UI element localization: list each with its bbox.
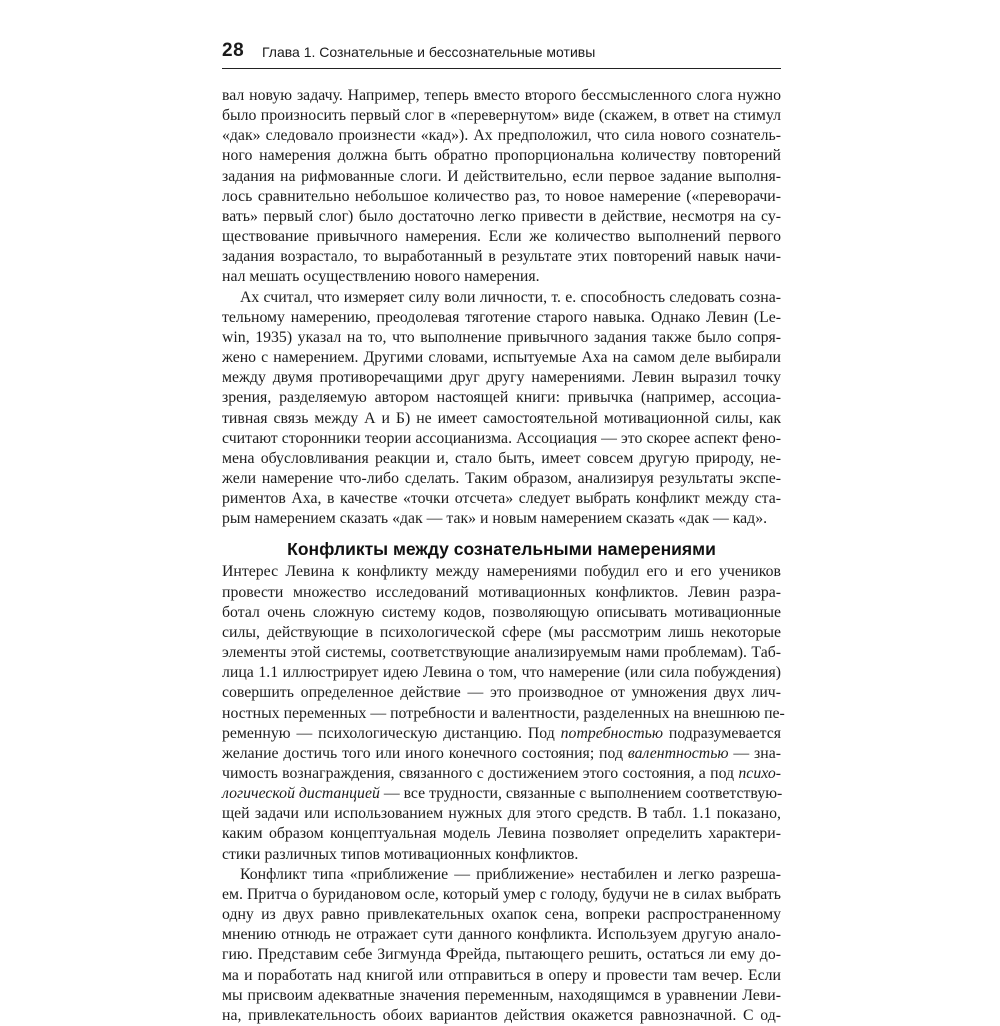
text-fragment: желание достичь того или иного конечного состояния; под (222, 744, 628, 762)
text-fragment: — все трудности, связанные с выполнением соответствую- (379, 785, 783, 803)
paragraph (222, 86, 781, 288)
paragraph (222, 288, 781, 530)
text-line: задания возрастало, то выработанный в результате этих повторений навык начи- (222, 248, 781, 266)
text-line (222, 764, 781, 784)
text-line: рым намерением сказать «дак — так» и новым намерением сказать «дак — кад». (222, 510, 768, 528)
text-line: «дак» следовало произнести «кад»). Ах предположил, что сила нового сознатель- (222, 127, 781, 145)
text-line: риментов Аха, в качестве «точки отсчета» следует выбрать конфликт между ста- (222, 490, 781, 508)
text-line: зрения, разделяемую автором настоящей книги: привычка (например, ассоциа- (222, 389, 781, 407)
body-text (222, 86, 785, 1026)
text-line: ма и поработать над книгой или отправиться в оперу и провести там вечер. Если (222, 966, 781, 984)
italic-term: логической дистанцией (222, 785, 380, 803)
text-line: на, привлекательность обоих вариантов действия окажется равнозначной. С од- (222, 1006, 781, 1024)
text-line: совершить определенное действие — это производное от умножения двух лич- (222, 684, 781, 702)
text-line: задания на рифмованные слоги. И действительно, если первое задание выполня- (222, 167, 781, 185)
text-fragment: — зна- (728, 744, 781, 762)
page-number: 28 (222, 40, 245, 61)
italic-term: психо- (738, 765, 781, 782)
text-line: жено с намерением. Другими словами, испытуемые Аха на самом деле выбирали (222, 349, 781, 367)
text-line: тельному намерению, преодолевая тяготение старого навыка. Однако Левин (Le- (222, 308, 781, 326)
text-line: мы присвоим адекватные значения переменным, находящимся в уравнении Леви- (222, 986, 781, 1004)
text-line: вал новую задачу. Например, теперь вместо второго бессмысленного слога нужно (222, 87, 781, 104)
text-line: провести множество исследований мотивационных конфликтов. Левин разра- (222, 583, 781, 601)
italic-term: потребностью (560, 724, 663, 742)
text-line: лось сравнительно небольшое количество раз, то новое намерение («переворачи- (222, 187, 781, 205)
text-line: тивная связь между А и Б) не имеет самостоятельной мотивационной силы, как (222, 409, 781, 427)
text-line: гию. Представим себе Зигмунда Фрейда, пытающего решить, остаться ли ему до- (222, 946, 781, 964)
text-fragment: чимость вознаграждения, связанного с достижением этого состояния, а под (222, 765, 739, 782)
italic-term: валентностью (627, 744, 729, 762)
text-line: лица 1.1 иллюстрирует идею Левина о том, что намерение (или сила побуждения) (222, 664, 781, 682)
text-line: ностных переменных — потребности и валентности, разделенных на внешнюю пе- (222, 704, 785, 722)
text-line (222, 744, 781, 764)
text-line: Конфликт типа «приближение — приближение» нестабилен и легко разреша- (240, 865, 781, 883)
text-fragment: подразумевается (663, 724, 782, 742)
text-line: силы, действующие в психологической сфере (мы рассмотрим лишь некоторые (222, 623, 781, 641)
text-line: одну из двух равно привлекательных охапок сена, вопреки распространенному (222, 906, 781, 924)
text-line: Интерес Левина к конфликту между намерениями побудил его и его учеников (222, 563, 781, 581)
text-line: каким образом концептуальная модель Левина позволяет определить характери- (222, 825, 781, 843)
text-line: щей задачи или использованием нужных для этого средств. В табл. 1.1 показано, (222, 805, 781, 823)
text-line (222, 724, 781, 744)
text-line: считают сторонники теории ассоцианизма. Ассоциация — это скорее аспект фено- (222, 429, 781, 447)
running-header (222, 38, 781, 69)
text-line: win, 1935) указал на то, что выполнение привычного задания также было сопря- (222, 328, 781, 346)
text-line: нал мешать осуществлению нового намерения. (222, 268, 540, 286)
text-line: стики различных типов мотивационных конфликтов. (222, 845, 579, 863)
text-line (222, 784, 781, 804)
chapter-title: Глава 1. Сознательные и бессознательные мотивы (262, 44, 596, 60)
text-line: было произносить первый слог в «перевернутом» виде (скажем, в ответ на стимул (222, 107, 781, 125)
text-line: ществование привычного намерения. Если же количество выполнений первого (222, 228, 781, 246)
text-line: вать» первый слог) было достаточно легко привести в действие, несмотря на су- (222, 207, 781, 225)
text-line: ного намерения должна быть обратно пропорциональна количеству повторений (222, 147, 781, 165)
section-heading: Конфликты между сознательными намерениями (287, 539, 716, 560)
text-line: элементы этой системы, соответствующие анализируемым нами проблемам). Таб- (222, 644, 781, 662)
text-line: между двумя противоречащими друг другу намерениями. Левин выразил точку (222, 369, 781, 387)
paragraph (222, 562, 785, 864)
text-line: мена обусловливания реакции и, стало быть, имеет совсем другую природу, не- (222, 449, 781, 467)
text-line: Ах считал, что измеряет силу воли личности, т. е. способность следовать созна- (240, 288, 781, 306)
text-line: ботал очень сложную систему кодов, позволяющую описывать мотивационные (222, 603, 781, 621)
text-fragment: ременную — психологическую дистанцию. Под (222, 724, 561, 742)
text-line: ем. Притча о буридановом осле, который умер с голоду, будучи не в силах выбрать (222, 885, 781, 903)
text-line: жели намерение что-либо сделать. Таким образом, анализируя результаты экспе- (222, 469, 781, 487)
paragraph (222, 865, 781, 1026)
text-line: мнению отнюдь не отражает сути данного конфликта. Используем другую анало- (222, 926, 781, 944)
